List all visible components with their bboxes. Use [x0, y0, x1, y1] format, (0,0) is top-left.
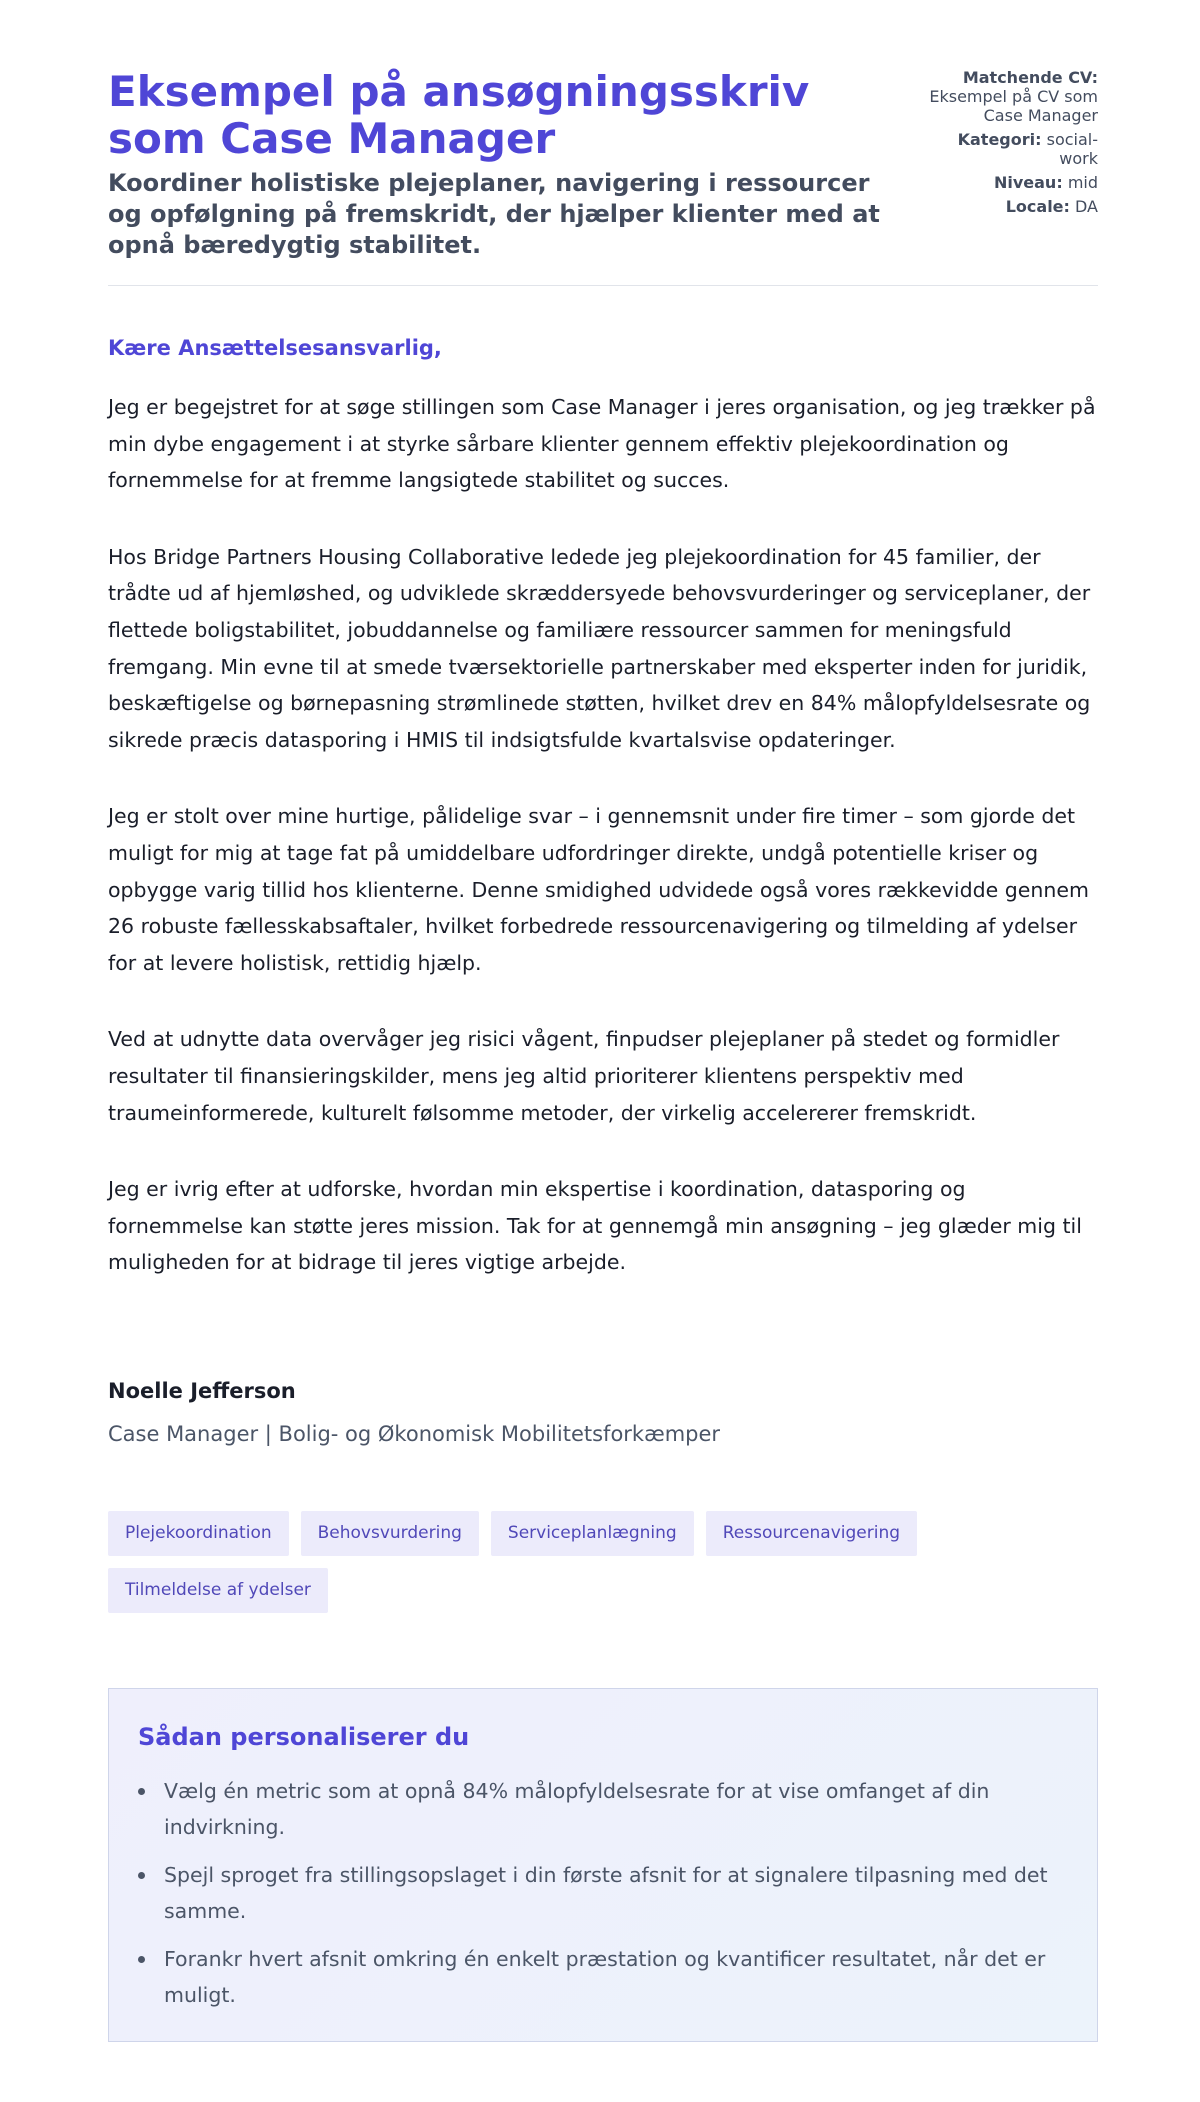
meta-level-label: Niveau:: [993, 173, 1063, 192]
bullet-icon: [138, 1872, 145, 1879]
meta-cv-label: Matchende CV:: [962, 68, 1098, 87]
letter-body: [108, 389, 1100, 1321]
page-title: Eksempel på ansøgningsskriv som Case Manager: [108, 67, 810, 163]
meta-level: [928, 173, 1098, 192]
skill-tags: [108, 1511, 1108, 1625]
skill-tag: Ressourcenavigering: [706, 1511, 917, 1556]
letter-paragraph: Jeg er stolt over mine hurtige, pålidelige svar – i gennemsnit under fire timer – som gjorde det muligt for mig at tage fat på umiddelbare udfordringer direkte, undgå potentielle kriser og opbygge varig tillid hos klienterne. Denne smidighed udvidede også vores rækkevidde gennem 26 robuste fællesskabsaftaler, hvilket forbedrede ressourcenavigering og tilmelding af ydelser for at levere holistisk, rettidig hjælp.: [108, 804, 1089, 975]
meta-matching-cv: [928, 68, 1098, 125]
meta-locale: [928, 197, 1098, 216]
tip-text: Forankr hvert afsnit omkring én enkelt præstation og kvantificer resultatet, når det er muligt.: [164, 1947, 1046, 2007]
tip-text: Vælg én metric som at opnå 84% målopfyldelsesrate for at vise omfanget af din indvirkning.: [164, 1779, 990, 1839]
meta-category-value: social-work: [1046, 130, 1098, 168]
bullet-icon: [138, 1788, 145, 1795]
page-header: [108, 68, 1098, 261]
letter-paragraph: Jeg er ivrig efter at udforske, hvordan min ekspertise i koordination, datasporing og fornemmelse kan støtte jeres mission. Tak for at gennemgå min ansøgning – jeg glæder mig til muligheden for at bidrage til jeres vigtige arbejde.: [108, 1177, 1082, 1275]
skill-tag: Plejekoordination: [108, 1511, 289, 1556]
letter-paragraph: Jeg er begejstret for at søge stillingen som Case Manager i jeres organisation, og jeg trækker på min dybe engagement i at styrke sårbare klienter gennem effektiv plejekoordination og fornemmelse for at fremme langsigtede stabilitet og succes.: [108, 395, 1096, 493]
letter-paragraph: Hos Bridge Partners Housing Collaborative ledede jeg plejekoordination for 45 familier, der trådte ud af hjemløshed, og udviklede skræddersyede behovsvurderinger og serviceplaner, der flettede boligstabilitet, jobuddannelse og familiære ressourcer sammen for meningsfuld fremgang. Min evne til at smede tværsektorielle partnerskaber med eksperter inden for juridik, beskæftigelse og børnepasning strømlinede støtten, hvilket drev en 84% målopfyldelsesrate og sikrede præcis datasporing i HMIS til indsigtsfulde kvartalsvise opdateringer.: [108, 544, 1091, 752]
tips-list: [164, 1773, 1074, 2025]
page-subtitle: Koordiner holistiske plejeplaner, navigering i ressourcer og opfølgning på fremskridt, der hjælper klienter med at opnå bæredygtig stabilitet.: [108, 169, 880, 259]
tips-list-item: [164, 1773, 1074, 1845]
signature-name: Noelle Jefferson: [108, 1379, 296, 1403]
skill-tag: Serviceplanlægning: [491, 1511, 694, 1556]
signature-title: Case Manager | Bolig- og Økonomisk Mobilitetsforkæmper: [108, 1422, 721, 1446]
tips-list-item: [164, 1857, 1074, 1929]
tips-list-item: [164, 1941, 1074, 2013]
meta-cv-value: Eksempel på CV som Case Manager: [929, 87, 1098, 125]
tip-text: Spejl sproget fra stillingsopslaget i din første afsnit for at signalere tilpasning med det samme.: [164, 1863, 1048, 1923]
personalization-tips-box: [108, 1688, 1098, 2042]
letter-paragraph: Ved at udnytte data overvåger jeg risici vågent, finpudser plejeplaner på stedet og formidler resultater til finansieringskilder, mens jeg altid prioriterer klientens perspektiv med traumeinformerede, kulturelt følsomme metoder, der virkelig accelererer fremskridt.: [108, 1027, 1060, 1125]
meta-level-value: mid: [1067, 173, 1098, 192]
skill-tag: Behovsvurdering: [301, 1511, 479, 1556]
skill-tag: Tilmeldelse af ydelser: [108, 1568, 328, 1613]
bullet-icon: [138, 1956, 145, 1963]
salutation: Kære Ansættelsesansvarlig,: [108, 336, 442, 360]
meta-locale-label: Locale:: [1005, 197, 1070, 216]
meta-category: [928, 130, 1098, 168]
tips-title: Sådan personaliserer du: [138, 1723, 470, 1751]
header-divider: [108, 285, 1098, 286]
meta-category-label: Kategori:: [957, 130, 1042, 149]
meta-locale-value: DA: [1075, 197, 1098, 216]
meta-panel: [928, 68, 1098, 221]
